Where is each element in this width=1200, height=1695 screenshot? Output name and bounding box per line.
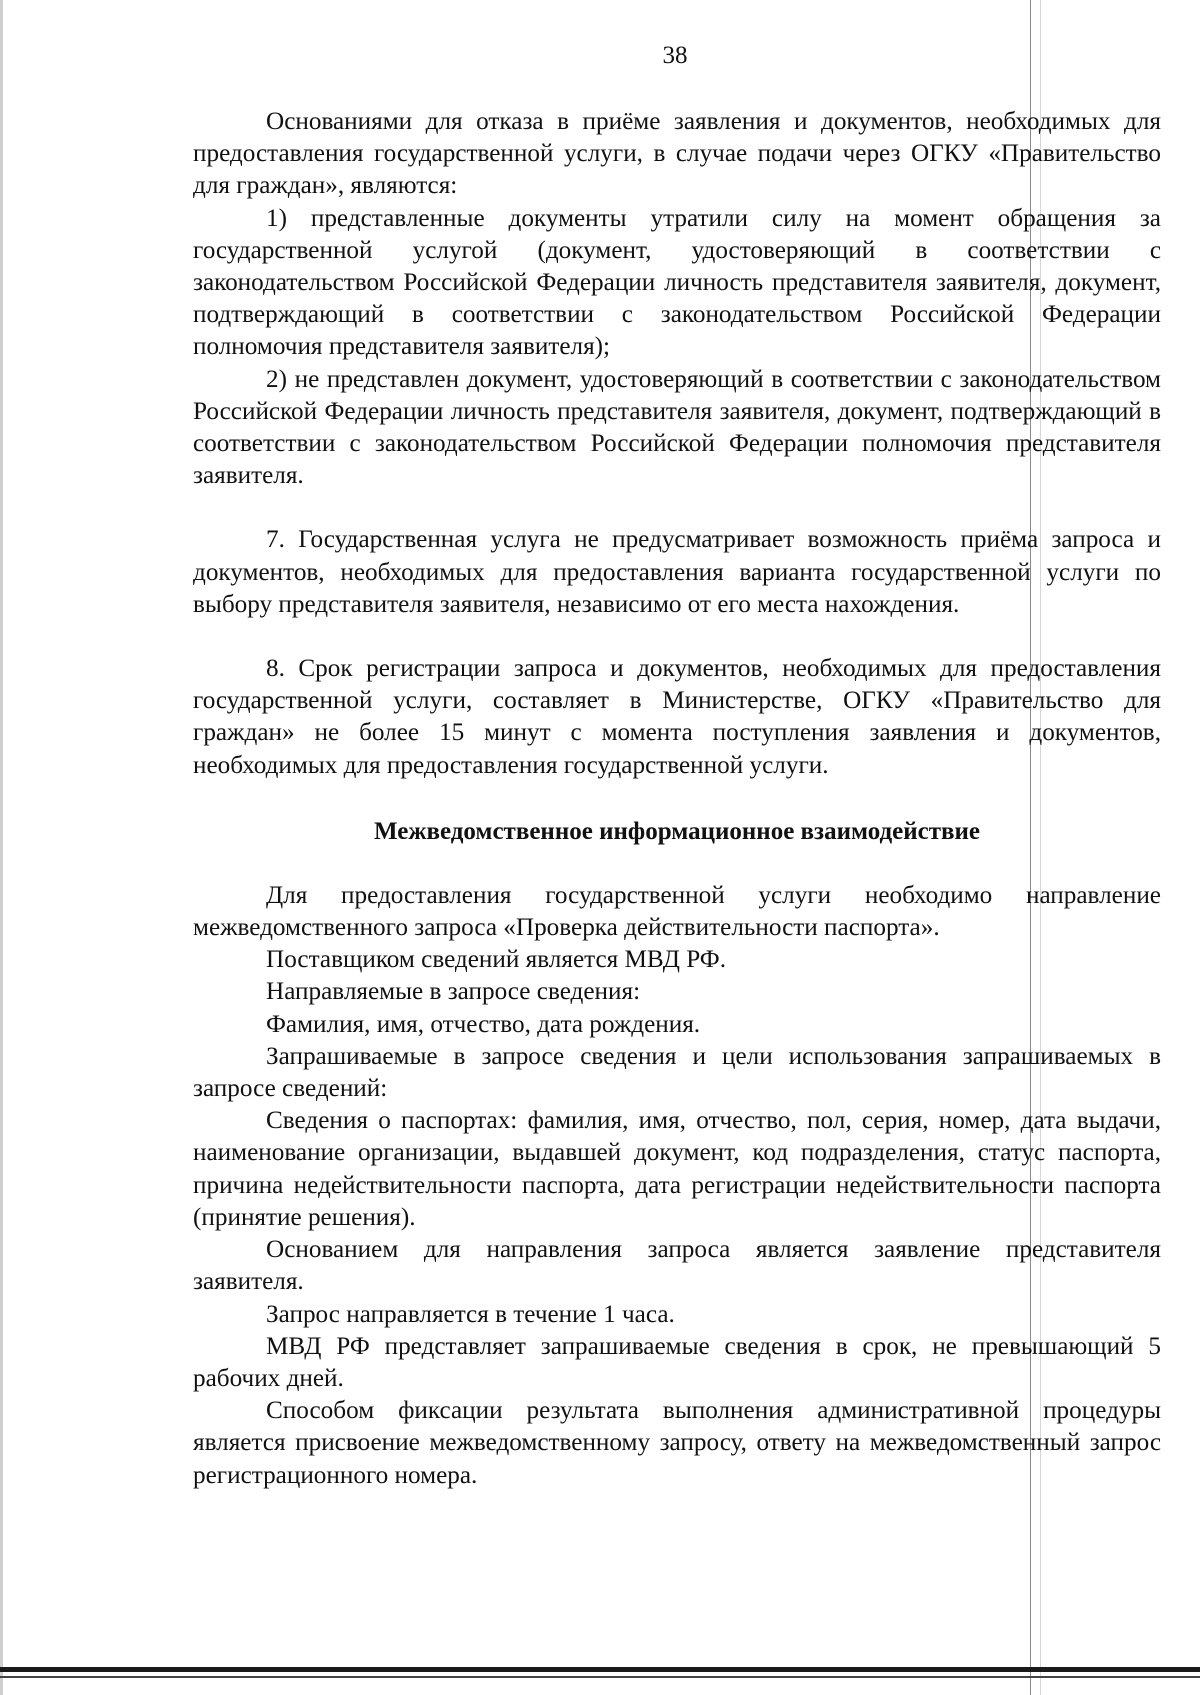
paragraph-refusal-item-1: 1) представленные документы утратили силу на момент обращения за государственной услугой (документ, удостоверяющий в соответствии с законодательством Российской Федерации личность представителя заявителя, документ, подтверждающий в соответствии с законодательством Российской Федерации полномочия представителя заявителя); (193, 204, 1161, 361)
paragraph-sent-data: Фамилия, имя, отчество, дата рождения. (266, 1010, 701, 1038)
paragraph-basis: Основанием для направления запроса является заявление представителя заявителя. (193, 1236, 1161, 1296)
paragraph-interagency-request: Для предоставления государственной услуги необходимо направление межведомственного запроса «Проверка действительности паспорта». (193, 881, 1161, 942)
paragraph-request-time: Запрос направляется в течение 1 часа. (266, 1300, 675, 1328)
scan-left-edge (0, 0, 3, 1695)
scan-bottom-border-thin (0, 1676, 1200, 1678)
paragraph-refusal-grounds: Основаниями для отказа в приёме заявления и документов, необходимых для предоставления государственной услуги, в случае подачи через ОГКУ «Правительство для граждан», являются: (193, 108, 1161, 200)
scan-bottom-border (0, 1667, 1200, 1672)
document-body (193, 106, 1161, 1492)
paragraph-8: 8. Срок регистрации запроса и документов, необходимых для предоставления государственной услуги, составляет в Министерстве, ОГКУ «Правительство для граждан» не более 15 минут с момента поступления заявления и документов, необходимых для предоставления государственной услуги. (193, 655, 1161, 779)
paragraph-requested-data-label: Запрашиваемые в запросе сведения и цели использования запрашиваемых в запросе сведений: (193, 1042, 1161, 1103)
paragraph-response-time: МВД РФ представляет запрашиваемые сведения в срок, не превышающий 5 рабочих дней. (193, 1332, 1161, 1392)
page-number: 38 (662, 42, 688, 69)
paragraph-provider: Поставщиком сведений является МВД РФ. (266, 946, 727, 974)
paragraph-fixation-method: Способом фиксации результата выполнения административной процедуры является присвоение межведомственному запросу, ответу на межведомственный запрос регистрационного номера. (193, 1397, 1161, 1489)
paragraph-sent-data-label: Направляемые в запросе сведения: (266, 978, 641, 1006)
paragraph-passport-data: Сведения о паспортах: фамилия, имя, отчество, пол, серия, номер, дата выдачи, наименование организации, выдавшей документ, код подразделения, статус паспорта, причина недействительности паспорта, дата регистрации недействительности паспорта (принятие решения). (193, 1107, 1161, 1231)
paragraph-7: 7. Государственная услуга не предусматривает возможность приёма запроса и документов, необходимых для предоставления варианта государственной услуги по выбору представителя заявителя, независимо от его места нахождения. (193, 526, 1161, 618)
paragraph-refusal-item-2: 2) не представлен документ, удостоверяющий в соответствии с законодательством Российской Федерации личность представителя заявителя, документ, подтверждающий в соответствии с законодательством Российской Федерации полномочия представителя заявителя. (193, 365, 1161, 490)
section-heading: Межведомственное информационное взаимодействие (374, 817, 980, 845)
